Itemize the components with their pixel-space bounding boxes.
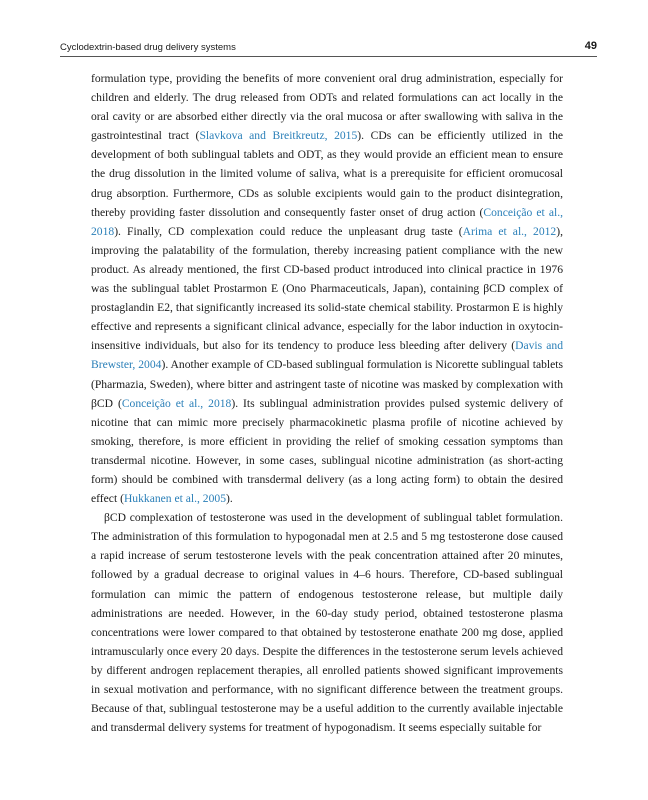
paragraph-2: βCD complexation of testosterone was used in the development of sublingual tablet formulation. The administration of this formulation to hypogonadal men at 2.5 and 5 mg testosterone dose caused a rapid increase of serum testosterone levels with the peak concentration attained after 20 minutes, followed by a gradual decrease to original values in 4–6 hours. Therefore, CD-based sublingual formulation can mimic the pattern of endogenous testosterone release, but multiple daily administrations are needed. However, in the 60-day study period, obtained testosterone plasma concentrations were lower compared to that obtained by testosterone enathate 200 mg dose, applied intramuscularly once every 20 days. Despite the differences in the testosterone serum levels achieved by different androgen replacement therapies, all enrolled patients showed significant improvements in sexual motivation and performance, with no significant difference between the treatment groups. Because of that, sublingual testosterone may be a useful addition to the currently available injectable and transdermal delivery systems for treatment of hypogonadism. It seems especially suitable for <box>91 511 563 735</box>
citation-conceicao-2018-second[interactable]: Conceição et al., 2018 <box>121 396 232 410</box>
citation-arima-2012[interactable]: Arima et al., 2012 <box>462 224 557 238</box>
paragraph-1 <box>91 69 563 508</box>
citation-davis-brewster-2004[interactable]: Davis and Brewster, 2004 <box>91 339 563 372</box>
citation-hukkanen-2005[interactable]: Hukkanen et al., 2005 <box>123 492 226 506</box>
body-text <box>91 69 563 737</box>
paragraph-1-text-7: ). <box>226 492 233 506</box>
running-header <box>60 38 597 57</box>
citation-slavkova-2015[interactable]: Slavkova and Breitkreutz, 2015 <box>199 129 358 143</box>
paragraph-1-text-1: formulation type, providing the benefits of more convenient oral drug administration, especially for children and elderly. The drug released from ODTs and related formulations can act locally in the oral cavity or are absorbed either directly via the oral mucosa or after swallowing with saliva in the gastrointestinal tract ( <box>91 72 563 143</box>
page-number: 49 <box>584 40 597 52</box>
paragraph-1-text-6: ). Its sublingual administration provides pulsed systemic delivery of nicotine that can mimic more precisely pharmacokinetic plasma profile of nicotine achieved by smoking, therefore, is more efficient in providing the relief of smoking cessation symptoms than transdermal nicotine. However, in some cases, sublingual nicotine administration (as short-acting form) should be combined with transdermal delivery (as a long acting form) to obtain the desired effect ( <box>91 396 564 506</box>
paragraph-1-text-5: ). Another example of CD-based sublingual formulation is Nicorette sublingual tablets (Pharmazia, Sweden), where bitter and astringent taste of nicotine was masked by complexation with βCD ( <box>91 358 563 410</box>
paragraph-1-text-2: ). CDs can be efficiently utilized in the development of both sublingual tablets and ODT, as they would provide an efficient mean to ensure the drug dissolution in the limited volume of saliva, what is a prerequisite for efficient oromucosal drug absorption. Furthermore, CDs as soluble excipients would gain to the product disintegration, thereby providing faster dissolution and consequently faster onset of drug action ( <box>91 129 564 219</box>
paragraph-1-text-4: ), improving the palatability of the formulation, thereby increasing patient compliance with the new product. As already mentioned, the first CD-based product introduced into clinical practice in 1976 was the sublingual tablet Prostarmon E (Ono Pharmaceuticals, Japan), containing βCD complex of prostaglandin E2, that significantly increased its solid-state chemical stability. Prostarmon E is highly effective and represents a significant clinical advance, especially for the labor induction in oxytocin-insensitive individuals, but also for its tendency to produce less bleeding after delivery ( <box>91 224 563 353</box>
paragraph-1-text-3: ). Finally, CD complexation could reduce the unpleasant drug taste ( <box>114 224 463 238</box>
running-title: Cyclodextrin-based drug delivery systems <box>60 42 236 53</box>
citation-conceicao-2018[interactable]: Conceição et al., 2018 <box>91 205 563 238</box>
